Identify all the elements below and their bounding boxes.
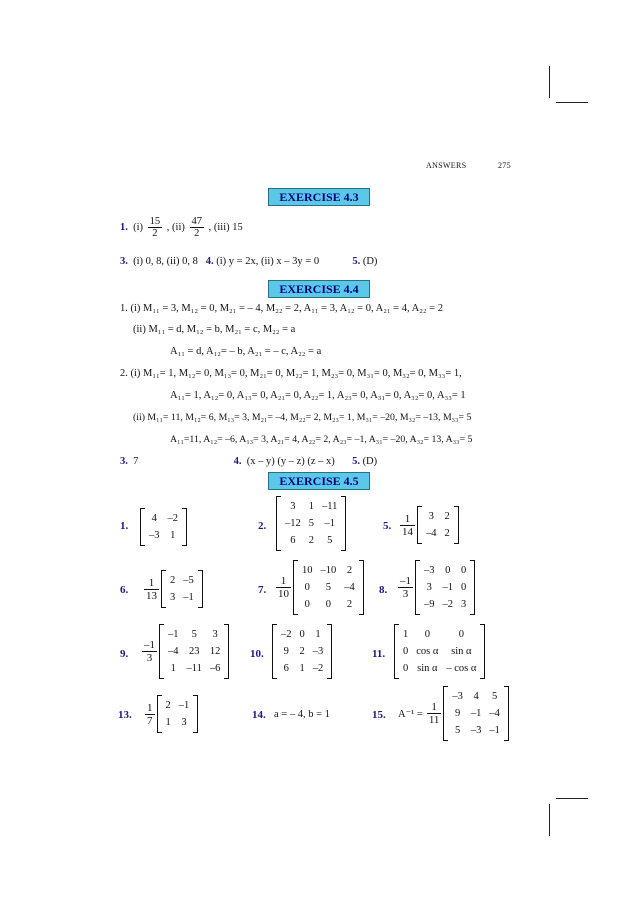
exercise-heading: EXERCISE 4.3 [268,188,370,206]
answer-line: (ii) M₁₁= 11, M₁₂= 6, M₁₃= 3, M₂₁= –4, M₂₂= 2, M₂₃= 1, M₃₁= –20, M₃₂= –13, M₃₃= 5 [133,412,472,423]
crop-mark [556,798,588,799]
crop-mark [549,66,550,98]
answer-matrix: $\frac{1}{13}$ 2 –5 3 –1 [142,570,203,608]
answer-matrix: 3 1 –11 –12 5 –1 6 2 5 [276,496,346,551]
answer-line: 3. 7 4. (x – y) (y – z) (z – x) 5. (D) [120,456,378,467]
answer-matrix: $\frac{1}{10}$ 10 –10 2 0 5 –4 0 0 2 [274,560,364,615]
answer-number: 8. [379,584,388,596]
answer-matrix: –2 0 1 9 2 –3 6 1 –2 [272,624,332,679]
answer-number: 6. [120,584,129,596]
answer-number: 10. [250,648,264,660]
answer-number: 2. [258,520,267,532]
running-header: ANSWERS [426,161,467,170]
answer-line: 1. (i) $\frac{15}{2}$ , (ii) $\frac{47}{2}$ , (iii) 15 [120,216,243,239]
answer-matrix: A⁻¹ = $\frac{1}{11}$ –3 4 5 9 –1 –4 5 –3 –1 [398,686,509,741]
answer-number: 11. [372,648,386,660]
answer-line: A₁₁ = d, A₁₂= – b, A₂₁ = – c, A₂₂ = a [170,346,322,357]
answer-line: 1. (i) M₁₁ = 3, M₁₂ = 0, M₂₁ = – 4, M₂₂ = 2, A₁₁ = 3, A₁₂ = 0, A₂₁ = 4, A₂₂ = 2 [120,303,443,314]
answer-number: 7. [258,584,267,596]
answer-number: 14. [252,709,266,721]
answer-number: 9. [120,648,129,660]
answer-line: (ii) M₁₁ = d, M₁₂ = b, M₂₁ = c, M₂₂ = a [133,324,296,335]
answer-line: 2. (i) M₁₁= 1, M₁₂= 0, M₁₃= 0, M₂₁= 0, M₂₂= 1, M₂₃= 0, M₃₁= 0, M₃₂= 0, M₃₃= 1, [120,368,462,379]
answer-line: A₁₁=11, A₁₂= –6, A₁₃= 3, A₂₁= 4, A₂₂= 2, A₂₃= –1, A₃₁= –20, A₃₂= 13, A₃₃= 5 [170,434,473,445]
page-number: 275 [498,161,511,170]
answer-line: A₁₁= 1, A₁₂= 0, A₁₃= 0, A₂₁= 0, A₂₂= 1, A₂₃= 0, A₃₁= 0, A₃₂= 0, A₃₃= 1 [170,390,466,401]
crop-mark [549,804,550,836]
answer-number: 13. [118,709,132,721]
answer-matrix: 4 –2 –3 1 [140,508,187,546]
exercise-heading: EXERCISE 4.4 [268,280,370,298]
crop-mark [556,102,588,103]
answer-number: 1. [120,520,129,532]
answer-text: a = – 4, b = 1 [274,709,330,720]
answer-number: 15. [372,709,386,721]
answer-line: 3. (i) 0, 8, (ii) 0, 8 4. (i) y = 2x, (ii) x – 3y = 0 5. (D) [120,256,378,267]
exercise-heading: EXERCISE 4.5 [268,472,370,490]
answer-matrix: 1 0 0 0 cos α sin α 0 sin α – cos α [394,624,485,679]
answer-matrix: $\frac{-1}{3}$ –3 0 0 3 –1 0 –9 –2 3 [396,560,475,615]
answer-matrix: $\frac{1}{7}$ 2 –1 1 3 [143,695,198,733]
answer-number: 5. [383,520,392,532]
answer-matrix: $\frac{-1}{3}$ –1 5 3 –4 23 12 1 –11 –6 [140,624,229,679]
answer-matrix: $\frac{1}{14}$ 3 2 –4 2 [398,506,459,544]
